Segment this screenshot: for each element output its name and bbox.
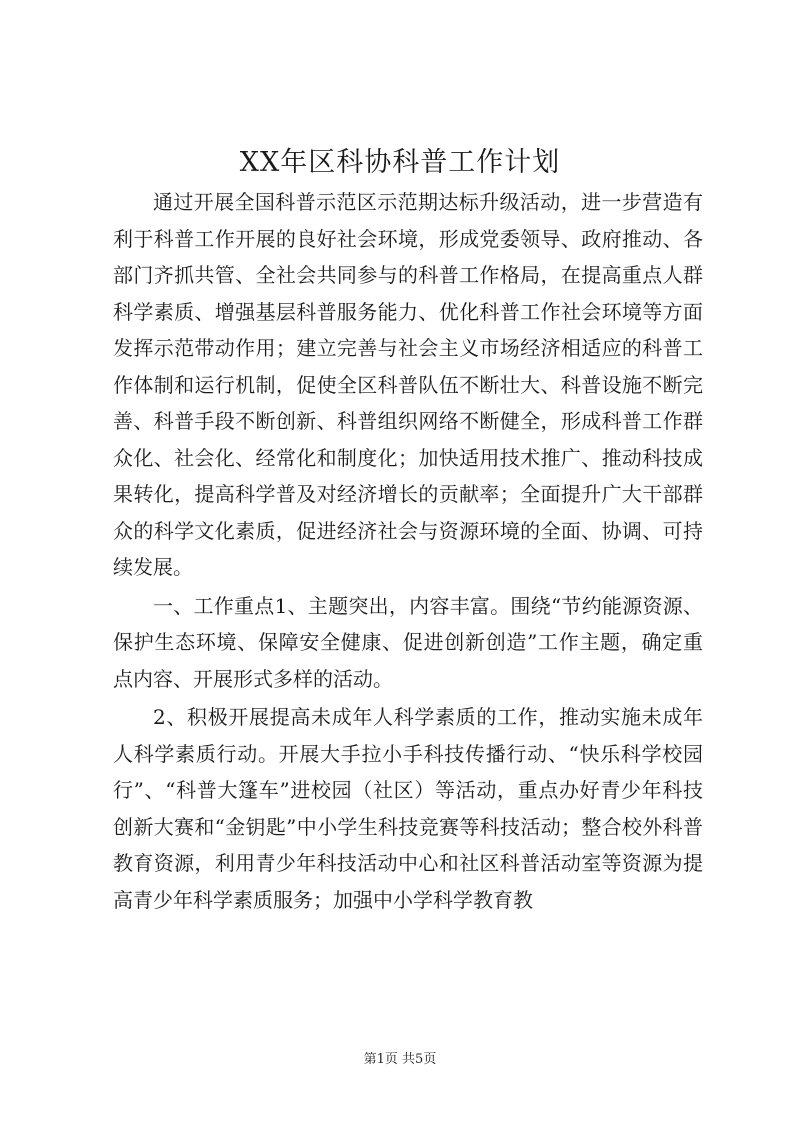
- paragraph-minors-science: 2、积极开展提高未成年人科学素质的工作，推动实施未成年人科学素质行动。开展大手拉小手科技传播行动、“快乐科学校园行”、“科普大篷车”进校园（社区）等活动，重点办好青少年科技创新大赛和“金钥匙”中小学生科技竞赛等科技活动；整合校外科普教育资源，利用青少年科技活动中心和社区科普活动室等资源为提高青少年科学素质服务；加强中小学科学教育教: [113, 705, 703, 912]
- document-title: XX年区科协科普工作计划: [239, 147, 561, 178]
- paragraph-work-focus: 一、工作重点1、主题突出，内容丰富。围绕“节约能源资源、保护生态环境、保障安全健康、促进创新创造”工作主题，确定重点内容、开展形式多样的活动。: [113, 593, 703, 691]
- paragraph-intro: 通过开展全国科普示范区示范期达标升级活动，进一步营造有利于科普工作开展的良好社会环境，形成党委领导、政府推动、各部门齐抓共管、全社会共同参与的科普工作格局，在提高重点人群科学素质、增强基层科普服务能力、优化科普工作社会环境等方面发挥示范带动作用；建立完善与社会主义市场经济相适应的科普工作体制和运行机制，促使全区科普队伍不断壮大、科普设施不断完善、科普手段不断创新、科普组织网络不断健全，形成科普工作群众化、社会化、经常化和制度化；加快适用技术推广、推动科技成果转化，提高科学普及对经济增长的贡献率；全面提升广大干部群众的科学文化素质，促进经济社会与资源环境的全面、协调、可持续发展。: [113, 190, 703, 579]
- document-body: [113, 184, 703, 920]
- page-footer: 第1页 共5页: [363, 1052, 437, 1067]
